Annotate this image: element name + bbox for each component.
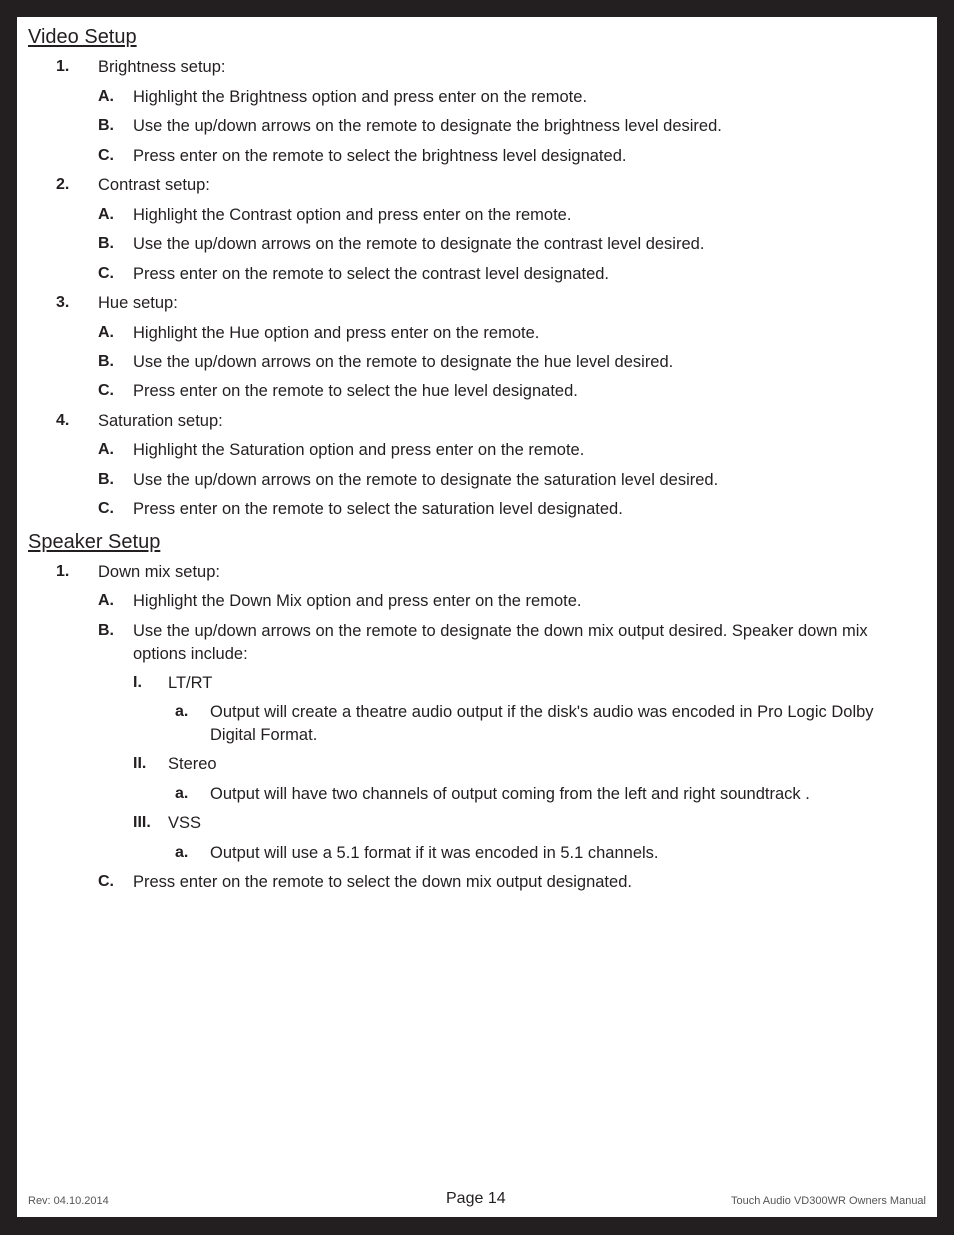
option-marker: II. [133,755,147,772]
speaker-setup-heading: Speaker Setup [28,531,161,553]
step-marker: A. [98,441,114,458]
sub-marker: a. [175,785,189,802]
step-marker: A. [98,88,114,105]
step-marker: C. [98,265,114,282]
option-marker: I. [133,674,142,691]
step-text: Use the up/down arrows on the remote to designate the hue level desired. [133,353,674,371]
step-text: Use the up/down arrows on the remote to designate the brightness level desired. [133,117,722,135]
step-marker: B. [98,117,114,134]
hue-label: Hue setup: [98,294,178,312]
step-marker: B. [98,471,114,488]
sub-text: Output will have two channels of output coming from the left and right soundtrack . [210,785,810,803]
step-text: Press enter on the remote to select the down mix output designated. [133,873,632,891]
step-marker: A. [98,592,114,609]
step-marker: C. [98,147,114,164]
step-text: Highlight the Down Mix option and press enter on the remote. [133,592,582,610]
manual-title: Touch Audio VD300WR Owners Manual [730,1195,926,1207]
step-text: Press enter on the remote to select the hue level designated. [133,382,578,400]
list-marker: 2. [56,176,70,193]
step-text: Press enter on the remote to select the contrast level designated. [133,265,610,283]
brightness-label: Brightness setup: [98,58,226,76]
contrast-label: Contrast setup: [98,176,210,194]
step-marker: B. [98,235,114,252]
down-mix-label: Down mix setup: [98,563,220,581]
step-text: Press enter on the remote to select the saturation level designated. [133,500,623,518]
step-text: Highlight the Saturation option and press enter on the remote. [133,441,585,459]
sub-text: Output will use a 5.1 format if it was encoded in 5.1 channels. [210,844,659,862]
sub-text: Output will create a theatre audio output if the disk's audio was encoded in Pro Logic Dolby Digital Format. [210,703,874,744]
step-text: Press enter on the remote to select the brightness level designated. [133,147,627,165]
step-marker: C. [98,500,114,517]
step-text: Use the up/down arrows on the remote to designate the down mix output desired. Speaker down mix options include: [133,622,868,663]
step-text: Highlight the Hue option and press enter on the remote. [133,324,540,342]
list-marker: 4. [56,412,70,429]
step-marker: C. [98,382,114,399]
step-text: Use the up/down arrows on the remote to designate the contrast level desired. [133,235,705,253]
saturation-label: Saturation setup: [98,412,223,430]
step-marker: B. [98,353,114,370]
option-label: LT/RT [168,674,213,692]
step-text: Highlight the Contrast option and press enter on the remote. [133,206,572,224]
page-number: Page 14 [446,1190,506,1207]
revision-date: Rev: 04.10.2014 [28,1195,109,1207]
step-marker: A. [98,206,114,223]
video-setup-heading: Video Setup [28,26,137,48]
option-marker: III. [133,814,151,831]
step-text: Highlight the Brightness option and press enter on the remote. [133,88,588,106]
step-marker: A. [98,324,114,341]
sub-marker: a. [175,703,189,720]
list-marker: 3. [56,294,70,311]
document-page [17,17,937,1217]
option-label: Stereo [168,755,217,773]
step-text: Use the up/down arrows on the remote to designate the saturation level desired. [133,471,719,489]
list-marker: 1. [56,58,70,75]
sub-marker: a. [175,844,189,861]
step-marker: C. [98,873,114,890]
option-label: VSS [168,814,202,832]
list-marker: 1. [56,563,70,580]
step-marker: B. [98,622,114,639]
